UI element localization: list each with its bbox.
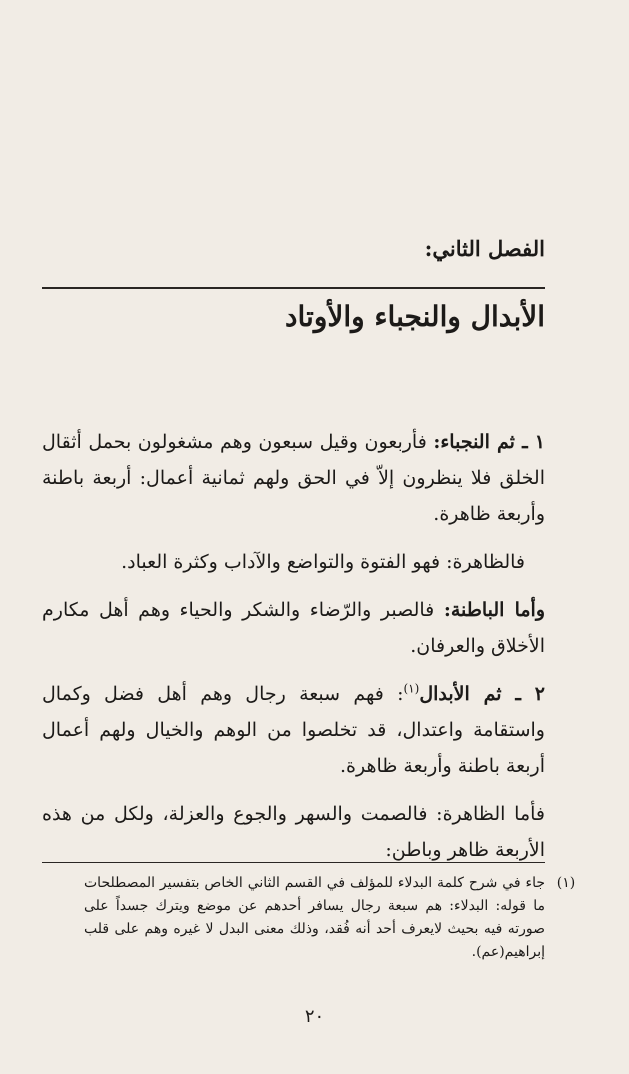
paragraph-lead: ١ ـ ثم النجباء:	[433, 431, 545, 453]
title-divider	[42, 287, 545, 289]
footnote	[42, 872, 587, 964]
footnote-reference[interactable]: (١)	[403, 681, 420, 696]
paragraph-nujaba	[42, 424, 545, 532]
paragraph-lead: وأما الباطنة:	[443, 599, 545, 621]
footnote-divider	[42, 862, 545, 863]
footnote-text: جاء في شرح كلمة البدلاء للمؤلف في القسم الثاني الخاص بتفسير المصطلحات ما قوله: البدلاء: هم سبعة رجال يسافر أحدهم عن موضع ويترك جسداً على صورته فيه بحيث لايعرف أحد أنه فُقد، وذلك معنى البدل لا غيره وهم على قلب إبراهيم(عم).	[84, 875, 545, 960]
paragraph-lead: ٢ ـ ثم الأبدال	[419, 683, 545, 705]
paragraph-text: فأربعون وقيل سبعون وهم مشغولون بحمل أثقال الخلق فلا ينظرون إلاّ في الحق ولهم ثمانية أعمال: أربعة باطنة وأربعة ظاهرة.	[42, 431, 545, 525]
paragraph-text: فأما الظاهرة: فالصمت والسهر والجوع والعزلة، ولكل من هذه الأربعة ظاهر وباطن:	[42, 803, 545, 861]
paragraph-text: فالصبر والرّضاء والشكر والحياء وهم أهل مكارم الأخلاق والعرفان.	[42, 599, 545, 657]
footnote-number: (١)	[556, 875, 576, 891]
paragraph-abdal-zahira	[42, 796, 545, 868]
chapter-title: الأبدال والنجباء والأوتاد	[285, 300, 545, 333]
paragraph-text: فالظاهرة: فهو الفتوة والتواضع والآداب وكثرة العباد.	[121, 551, 525, 573]
paragraph-text: : فهم سبعة رجال وهم أهل فضل وكمال واستقامة واعتدال، قد تخلصوا من الوهم والخيال ولهم أعمال أربعة باطنة وأربعة ظاهرة.	[42, 683, 545, 777]
paragraph-batina	[42, 592, 545, 664]
page-number: ٢٠	[304, 1006, 325, 1027]
body-text	[42, 424, 545, 880]
paragraph-zahira	[42, 544, 545, 580]
paragraph-abdal	[42, 676, 545, 784]
chapter-label: الفصل الثاني:	[424, 236, 545, 261]
